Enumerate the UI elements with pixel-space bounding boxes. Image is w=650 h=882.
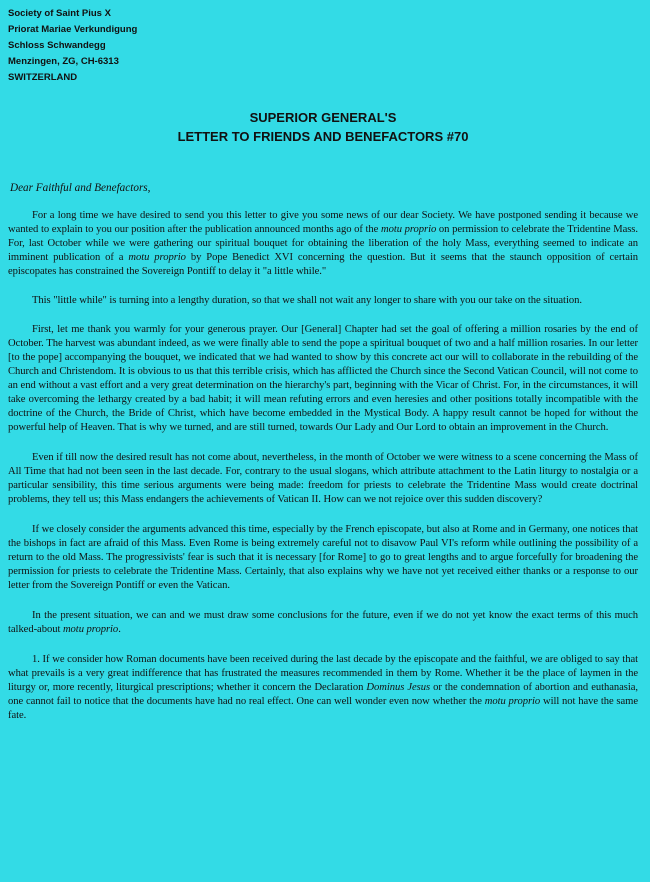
title-line-2: LETTER TO FRIENDS AND BENEFACTORS #70 xyxy=(177,129,469,144)
address-line-country: SWITZERLAND xyxy=(8,72,78,83)
sender-address xyxy=(8,6,638,86)
salutation: Dear Faithful and Benefactors, xyxy=(10,182,151,194)
letter-title xyxy=(8,108,638,146)
paragraph-4: Even if till now the desired result has not come about, nevertheless, in the month of October we were witness to a scene concerning the Mass of All Time that had not been seen in the last decade. For, contrary to the usual slogans, which attribute attachment to the Latin liturgy to nostalgia or a particular sensibility, this time serious arguments were being made: freedom for priests to celebrate the Tridentine Mass would create doctrinal problems, they tell us; this Mass endangers the achievements of Vatican II. How can we not rejoice over this sudden discovery? xyxy=(8,452,638,505)
address-line-priory: Priorat Mariae Verkundigung xyxy=(8,24,138,35)
paragraph-2: This "little while" is turning into a lengthy duration, so that we shall not wait any longer to share with you our take on the situation. xyxy=(32,295,582,306)
paragraph-6: In the present situation, we can and we must draw some conclusions for the future, even if we do not yet know the exact terms of this much talked-about motu proprio. xyxy=(8,610,638,635)
paragraph-5: If we closely consider the arguments advanced this time, especially by the French episcopate, but also at Rome and in Germany, one notices that the bishops in fact are afraid of this Mass. Even Rome is being extremely careful not to disavow Paul VI's reform while outlining the possibility of a return to the old Mass. The progressivists' fear is such that it is necessary [for Rome] to go to great lengths and to argue forcefully for broadening the permission for priests to celebrate the Tridentine Mass. Certainly, that also explains why we have not yet received either thanks or a response to our letter from the Sovereign Pontiff or even the Vatican. xyxy=(8,524,638,591)
title-line-1: SUPERIOR GENERAL'S xyxy=(249,110,397,125)
paragraph-1: For a long time we have desired to send you this letter to give you some news of our dear Society. We have postponed sending it because we wanted to explain to you our position after the publication announced months ago of the motu proprio on permission to celebrate the Tridentine Mass. For, last October while we were gathering our spiritual bouquet for obtaining the liberation of the holy Mass, everything seemed to indicate an imminent publication of a motu proprio by Pope Benedict XVI concerning the question. But it seems that the staunch opposition of certain episcopates has constrained the Sovereign Pontiff to delay it "a little while." xyxy=(8,210,638,277)
paragraph-7: 1. If we consider how Roman documents have been received during the last decade by the episcopate and the faithful, we are obliged to say that what prevails is a very great indifference that has frustrated the measures recommended in them by Rome. Whether it be the place of laymen in the liturgy or, more recently, liturgical prescriptions; whether it concern the Declaration Dominus Jesus or the condemnation of abortion and euthanasia, one cannot fail to notice that the documents have had no real effect. One can well wonder even now whether the motu proprio will not have the same fate. xyxy=(8,654,639,721)
address-line-city: Menzingen, ZG, CH-6313 xyxy=(8,56,119,67)
address-line-organization: Society of Saint Pius X xyxy=(8,8,111,19)
paragraph-3: First, let me thank you warmly for your generous prayer. Our [General] Chapter had set the goal of offering a million rosaries by the end of October. The harvest was abundant indeed, as we were finally able to send the pope a spiritual bouquet of two and a half million rosaries. In our letter [to the pope] accompanying the bouquet, we indicated that we had wanted to show by this concrete act our will to collaborate in the rebuilding of the Church and Christendom. It is obvious to us that this terrible crisis, which has afflicted the Church since the Second Vatican Council, will not come to an end without a vast effort and a very great determination on the hierarchy's part, beginning with the Vicar of Christ. For, in the circumstances, it will take overcoming the lethargy created by a bad habit; it will mean refuting errors and even heresies and other positions totally incompatible with the doctrine of the Church, the Bride of Christ, which have become embedded in the Mystical Body. A happy result cannot be hoped for without the powerful help of Heaven. That is why we turned, and are still turned, towards Our Lady and Our Lord to obtain an improvement in the Church. xyxy=(8,324,638,433)
address-line-building: Schloss Schwandegg xyxy=(8,40,106,51)
